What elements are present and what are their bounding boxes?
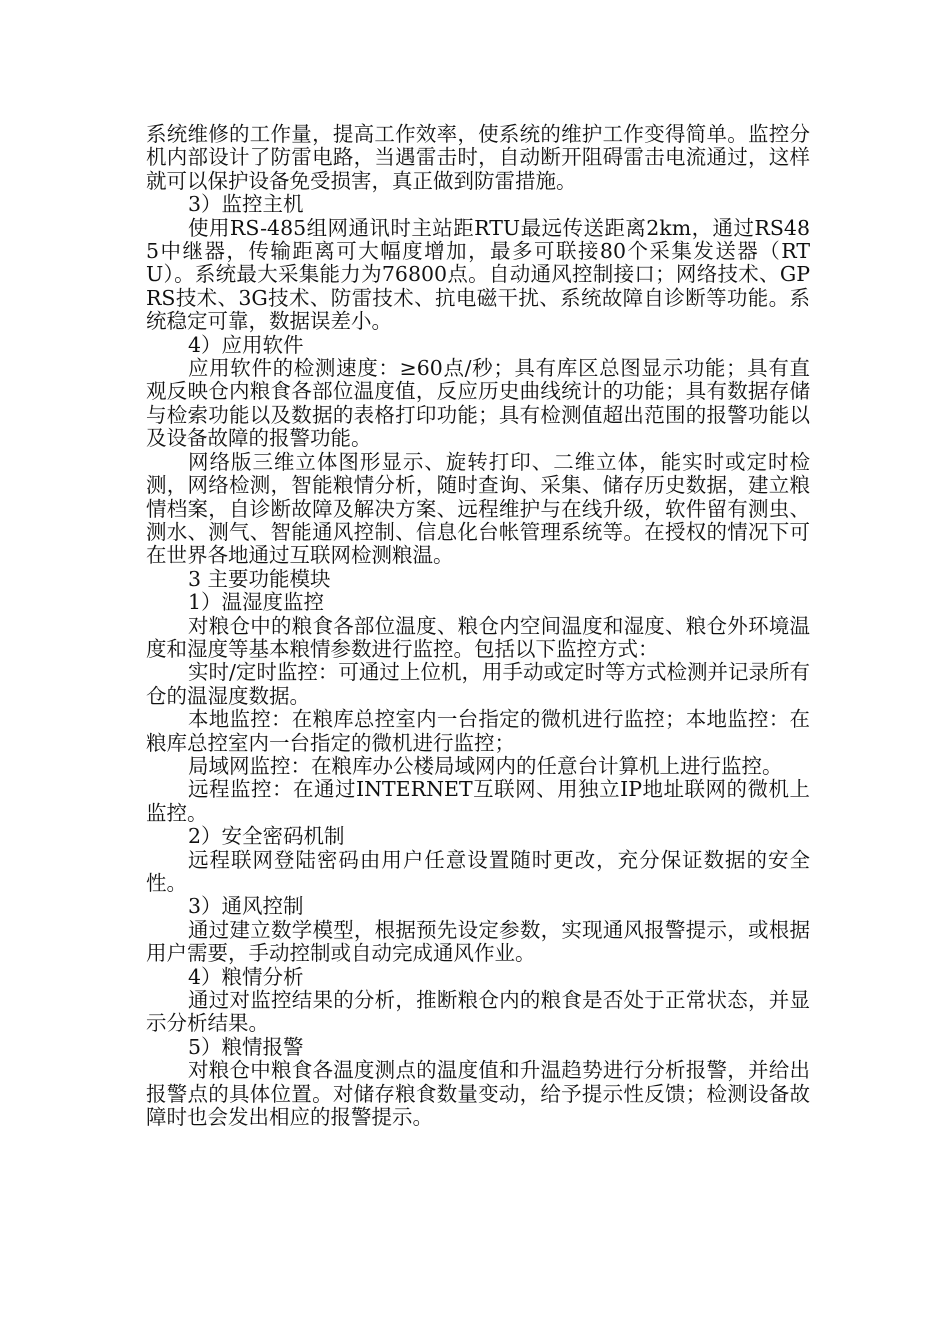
paragraph-security: 远程联网登陆密码由用户任意设置随时更改，充分保证数据的安全性。 (146, 847, 810, 895)
section-heading-security: 2）安全密码机制 (188, 824, 345, 849)
section-heading-grain-alarm: 5）粮情报警 (188, 1034, 304, 1059)
paragraph-software-detection: 应用软件的检测速度：≥60点/秒；具有库区总图显示功能；具有直观反映仓内粮食各部位温度值，反应历史曲线统计的功能；具有数据存储与检索功能以及数据的表格打印功能；具有检测值超出范围的报警功能以及设备故障的报警功能。 (146, 356, 810, 451)
paragraph-local-monitoring: 本地监控：在粮库总控室内一台指定的微机进行监控；本地监控：在粮库总控室内一台指定的微机进行监控； (146, 707, 810, 755)
paragraph-network-edition: 网络版三维立体图形显示、旋转打印、二维立体，能实时或定时检测，网络检测，智能粮情分析，随时查询、采集、储存历史数据，建立粮情档案，自诊断故障及解决方案、远程维护与在线升级，软件留有测虫、测水、测气、智能通风控制、信息化台帐管理系统等。在授权的情况下可在世界各地通过互联网检测粮温。 (146, 449, 810, 568)
section-heading-application-software: 4）应用软件 (188, 332, 304, 357)
section-heading-grain-analysis: 4）粮情分析 (188, 964, 304, 989)
section-heading-temp-humidity: 1）温湿度监控 (188, 590, 325, 615)
section-heading-monitoring-host: 3）监控主机 (188, 192, 304, 217)
paragraph-realtime-monitoring: 实时/定时监控：可通过上位机，用手动或定时等方式检测并记录所有仓的温湿度数据。 (146, 660, 810, 708)
paragraph-temp-humidity: 对粮仓中的粮食各部位温度、粮仓内空间温度和湿度、粮仓外环境温度和湿度等基本粮情参数进行监控。包括以下监控方式： (146, 613, 810, 661)
paragraph-lan-monitoring: 局域网监控：在粮库办公楼局域网内的任意台计算机上进行监控。 (188, 753, 783, 778)
paragraph-remote-monitoring: 远程监控：在通过INTERNET互联网、用独立IP地址联网的微机上监控。 (146, 777, 810, 825)
section-heading-main-modules: 3 主要功能模块 (188, 566, 331, 591)
section-heading-ventilation: 3）通风控制 (188, 894, 304, 919)
document-body (146, 123, 810, 1129)
paragraph-continued: 系统维修的工作量，提高工作效率，使系统的维护工作变得简单。监控分机内部设计了防雷电路，当遇雷击时，自动断开阻碍雷击电流通过，这样就可以保护设备免受损害，真正做到防雷措施。 (146, 122, 810, 193)
paragraph-monitoring-host: 使用RS-485组网通讯时主站距RTU最远传送距离2km，通过RS485中继器，传输距离可大幅度增加，最多可联接80个采集发送器（RTU）。系统最大采集能力为76800点。自动通风控制接口；网络技术、GPRS技术、3G技术、防雷技术、抗电磁干扰、系统故障自诊断等功能。系统稳定可靠，数据误差小。 (146, 215, 810, 334)
paragraph-grain-analysis: 通过对监控结果的分析，推断粮仓内的粮食是否处于正常状态，并显示分析结果。 (146, 988, 810, 1036)
paragraph-grain-alarm: 对粮仓中粮食各温度测点的温度值和升温趋势进行分析报警，并给出报警点的具体位置。对储存粮食数量变动，给予提示性反馈；检测设备故障时也会发出相应的报警提示。 (146, 1058, 810, 1130)
paragraph-ventilation: 通过建立数学模型，根据预先设定参数，实现通风报警提示，或根据用户需要，手动控制或自动完成通风作业。 (146, 917, 810, 966)
